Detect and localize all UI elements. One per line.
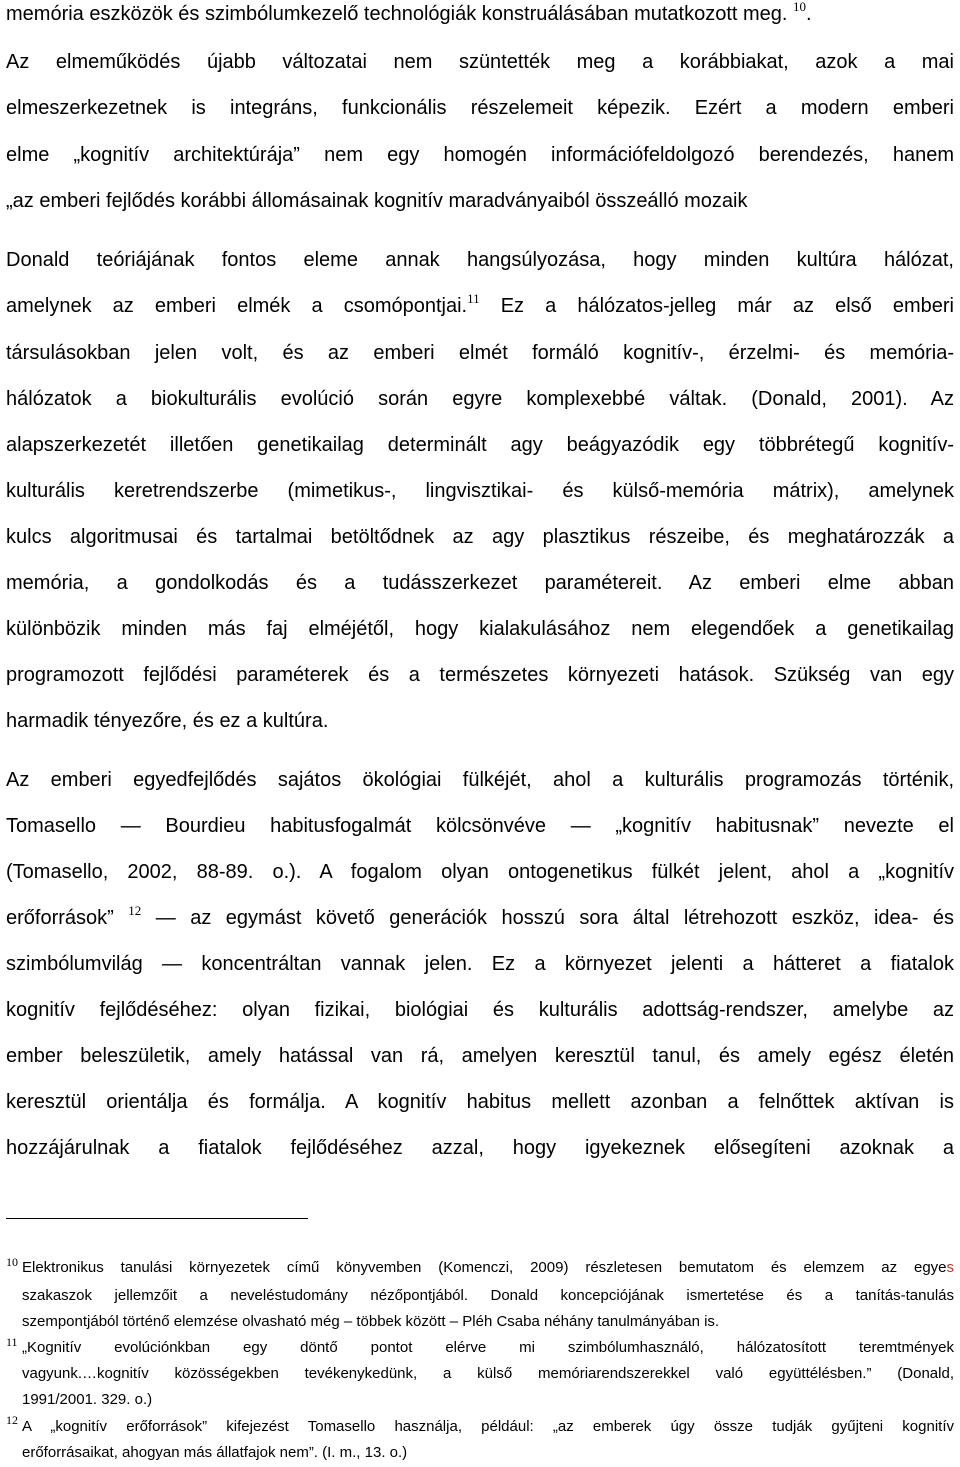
- body-line-21: szimbólumvilág — koncentráltan vannak jelen. Ez a környezet jelenti a hátteret a fiatalok: [6, 953, 954, 975]
- body-line-23: ember beleszületik, amely hatással van rá, amelyen keresztül tanul, és amely egész életén: [6, 1045, 954, 1067]
- body-line-19: (Tomasello, 2002, 88-89. o.). A fogalom olyan ontogenetikus fülkét jelent, ahol a „kognitív: [6, 861, 954, 883]
- body-line-5: „az emberi fejlődés korábbi állomásainak kognitív maradványaiból összeálló mozaik: [6, 190, 748, 212]
- body-line-17: Az emberi egyedfejlődés sajátos ökológiai fülkéjét, ahol a kulturális programozás történik,: [6, 769, 954, 791]
- footnote-10-line-2: szakaszok jellemzőit a neveléstudomány nézőpontjából. Donald koncepciójának ismertetése és a tanítás-tanulás: [22, 1287, 954, 1304]
- body-line-13: memória, a gondolkodás és a tudásszerkezet paramétereit. Az emberi elme abban: [6, 572, 954, 594]
- body-line-2: Az elmeműködés újabb változatai nem szüntették meg a korábbiakat, azok a mai: [6, 51, 954, 73]
- footnote-11-line-1: „Kognitív evolúciónkban egy döntő pontot elérve mi szimbólumhasználó, hálózatosított teremtmények: [22, 1339, 954, 1356]
- body-line-25: hozzájárulnak a fiatalok fejlődéséhez azzal, hogy igyekeznek elősegíteni azoknak a: [6, 1137, 954, 1159]
- body-line-10: alapszerkezetét illetően genetikailag determinált agy beágyazódik egy többrétegű kognitív-: [6, 434, 954, 456]
- body-line-6: Donald teóriájának fontos eleme annak hangsúlyozása, hogy minden kultúra hálózat,: [6, 249, 954, 271]
- footnote-number-11: 11: [6, 1335, 18, 1349]
- body-line-4: elme „kognitív architektúrája” nem egy homogén információfeldolgozó berendezés, hanem: [6, 144, 954, 166]
- footnote-12-line-1: A „kognitív erőforrások” kifejezést Tomasello használja, például: „az emberek úgy össze tudják gyűjteni kognitív: [22, 1418, 954, 1435]
- body-line-24: keresztül orientálja és formálja. A kognitív habitus mellett azonban a felnőttek aktívan is: [6, 1091, 954, 1113]
- footnote-10-line-3: szempontjából történő elemzése olvasható még – többek között – Pléh Csaba néhány tanulmányában is.: [22, 1313, 720, 1330]
- body-line-3: elmeszerkezetnek is integráns, funkcionális részelemeit képezik. Ezért a modern emberi: [6, 97, 954, 119]
- footnote-ref-12[interactable]: 12: [128, 903, 142, 918]
- footnote-ref-11[interactable]: 11: [467, 291, 480, 306]
- body-line-15: programozott fejlődési paraméterek és a természetes környezeti hatások. Szükség van egy: [6, 664, 954, 686]
- body-line-12: kulcs algoritmusai és tartalmai betöltődnek az agy plasztikus részeibe, és meghatározzák a: [6, 526, 954, 548]
- footnote-separator: [6, 1218, 308, 1219]
- footnote-11-line-3: 1991/2001. 329. o.): [22, 1391, 153, 1408]
- footnote-number-10: 10: [6, 1255, 18, 1269]
- body-line-18: Tomasello — Bourdieu habitusfogalmát kölcsönvéve — „kognitív habitusnak” nevezte el: [6, 815, 954, 837]
- footnote-number-12: 12: [6, 1413, 18, 1427]
- body-line-1: memória eszközök és szimbólumkezelő technológiák konstruálásában mutatkozott meg. $^{10}$.: [6, 0, 812, 25]
- body-line-14: különbözik minden más faj elméjétől, hogy kialakulásához nem elegendőek a genetikailag: [6, 618, 954, 640]
- footnote-11-line-2: vagyunk.…kognitív közösségekben tevékenykedünk, a külső memóriarendszerekkel való együttélésben.” (Donald,: [22, 1365, 954, 1382]
- body-line-16: harmadik tényezőre, és ez a kultúra.: [6, 710, 329, 732]
- footnote-12-line-2: erőforrásaikat, ahogyan más állatfajok nem”. (I. m., 13. o.): [22, 1444, 408, 1461]
- footnote-ref-10[interactable]: 10: [793, 0, 807, 14]
- body-line-8: társulásokban jelen volt, és az emberi elmét formáló kognitív-, érzelmi- és memória-: [6, 342, 954, 364]
- body-line-7: amelynek az emberi elmék a csomópontjai.$^{11}$ Ez a hálózatos-jelleg már az első emberi: [6, 291, 954, 317]
- body-line-20: erőforrások” $^{12}$ — az egymást követő generációk hosszú sora által létrehozott eszköz, idea- és: [6, 903, 955, 929]
- body-line-22: kognitív fejlődéséhez: olyan fizikai, biológiai és kulturális adottság-rendszer, amelybe az: [6, 999, 954, 1021]
- footnote-10-line-1: Elektronikus tanulási környezetek című könyvemben (Komenczi, 2009) részletesen bemutatom és elemzem az egyes: [22, 1259, 954, 1276]
- body-line-9: hálózatok a biokulturális evolúció során egyre komplexebbé váltak. (Donald, 2001). Az: [6, 388, 954, 410]
- body-line-11: kulturális keretrendszerbe (mimetikus-, lingvisztikai- és külső-memória mátrix), amelynek: [6, 480, 954, 502]
